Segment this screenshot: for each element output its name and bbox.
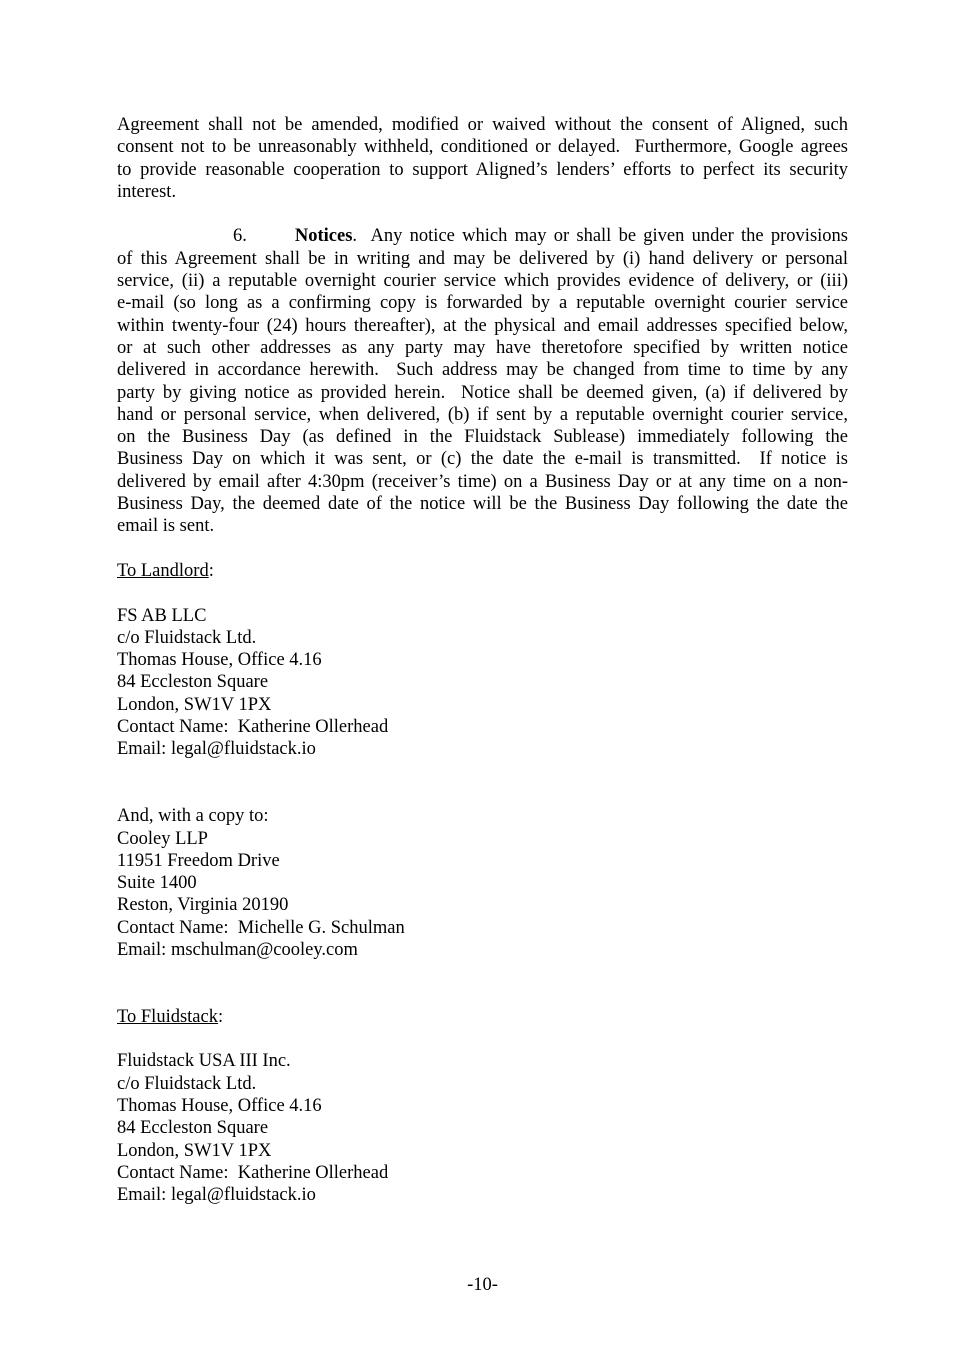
- landlord-address-block: [117, 605, 848, 761]
- copy-to-line: And, with a copy to:: [117, 806, 269, 827]
- address-line: Suite 1400: [117, 873, 197, 894]
- address-line: FS AB LLC: [117, 605, 207, 626]
- email-line: Email: legal@fluidstack.io: [117, 739, 316, 760]
- paragraph-line: of this Agreement shall be in writing and may be delivered by (i) hand delivery or personal: [117, 248, 848, 269]
- address-line: c/o Fluidstack Ltd.: [117, 627, 257, 648]
- paragraph-line: interest.: [117, 181, 177, 202]
- paragraph-line: within twenty-four (24) hours thereafter), at the physical and email addresses specified below,: [117, 315, 848, 336]
- paragraph-line: consent not to be unreasonably withheld, conditioned or delayed. Furthermore, Google agrees: [117, 137, 848, 158]
- address-line: London, SW1V 1PX: [117, 694, 272, 715]
- address-line: 11951 Freedom Drive: [117, 850, 280, 871]
- paragraph-line: email is sent.: [117, 516, 215, 537]
- paragraph-amendment: [117, 114, 848, 203]
- copy-to-address-block: [117, 805, 848, 961]
- paragraph-line: delivered by email after 4:30pm (receiver’s time) on a Business Day or at any time on a non-: [117, 471, 848, 492]
- contact-name-line: Contact Name: Michelle G. Schulman: [117, 917, 405, 938]
- page-number: -10-: [467, 1275, 498, 1295]
- heading-text: To Landlord: [117, 560, 209, 581]
- paragraph-text: . Any notice which may or shall be given under the provisions: [352, 226, 848, 247]
- email-line: Email: legal@fluidstack.io: [117, 1185, 316, 1206]
- paragraph-line: party by giving notice as provided herein. Notice shall be deemed given, (a) if delivered by: [117, 382, 848, 403]
- heading-text: To Fluidstack: [117, 1006, 218, 1027]
- section-number: 6.: [233, 226, 247, 247]
- section-title: Notices: [294, 226, 353, 247]
- email-line: Email: mschulman@cooley.com: [117, 939, 358, 960]
- document-body: [117, 114, 848, 1207]
- address-line: 84 Eccleston Square: [117, 1118, 269, 1139]
- paragraph-line: on the Business Day (as defined in the Fluidstack Sublease) immediately following the: [117, 427, 848, 448]
- paragraph-line: Agreement shall not be amended, modified or waived without the consent of Aligned, such: [117, 115, 848, 135]
- address-line: Cooley LLP: [117, 828, 208, 849]
- paragraph-line: [117, 225, 848, 247]
- paragraph-line: or at such other addresses as any party may have theretofore specified by written notice: [117, 337, 848, 358]
- address-line: London, SW1V 1PX: [117, 1140, 272, 1161]
- fluidstack-address-block: [117, 1050, 848, 1206]
- address-line: Thomas House, Office 4.16: [117, 1096, 322, 1117]
- contact-name-line: Contact Name: Katherine Ollerhead: [117, 1162, 389, 1183]
- address-line: Reston, Virginia 20190: [117, 895, 289, 916]
- contact-name-line: Contact Name: Katherine Ollerhead: [117, 717, 389, 738]
- landlord-heading: [117, 560, 848, 582]
- paragraph-notices: [117, 225, 848, 537]
- paragraph-line: Business Day, the deemed date of the notice will be the Business Day following the date the: [117, 494, 848, 515]
- paragraph-line: to provide reasonable cooperation to support Aligned’s lenders’ efforts to perfect its security: [117, 159, 848, 180]
- address-line: c/o Fluidstack Ltd.: [117, 1073, 257, 1094]
- paragraph-line: delivered in accordance herewith. Such address may be changed from time to time by any: [117, 360, 848, 381]
- paragraph-line: e-mail (so long as a confirming copy is forwarded by a reputable overnight courier service: [117, 293, 848, 314]
- heading-colon: :: [217, 1006, 224, 1027]
- paragraph-line: service, (ii) a reputable overnight courier service which provides evidence of delivery, or (iii): [117, 271, 848, 292]
- address-line: Fluidstack USA III Inc.: [117, 1051, 291, 1072]
- heading-colon: :: [208, 560, 214, 581]
- address-line: Thomas House, Office 4.16: [117, 650, 322, 671]
- paragraph-line: hand or personal service, when delivered, (b) if sent by a reputable overnight courier service,: [117, 404, 848, 425]
- fluidstack-heading: [117, 1006, 848, 1028]
- address-line: 84 Eccleston Square: [117, 672, 269, 693]
- paragraph-line: Business Day on which it was sent, or (c) the date the e-mail is transmitted. If notice is: [117, 449, 848, 470]
